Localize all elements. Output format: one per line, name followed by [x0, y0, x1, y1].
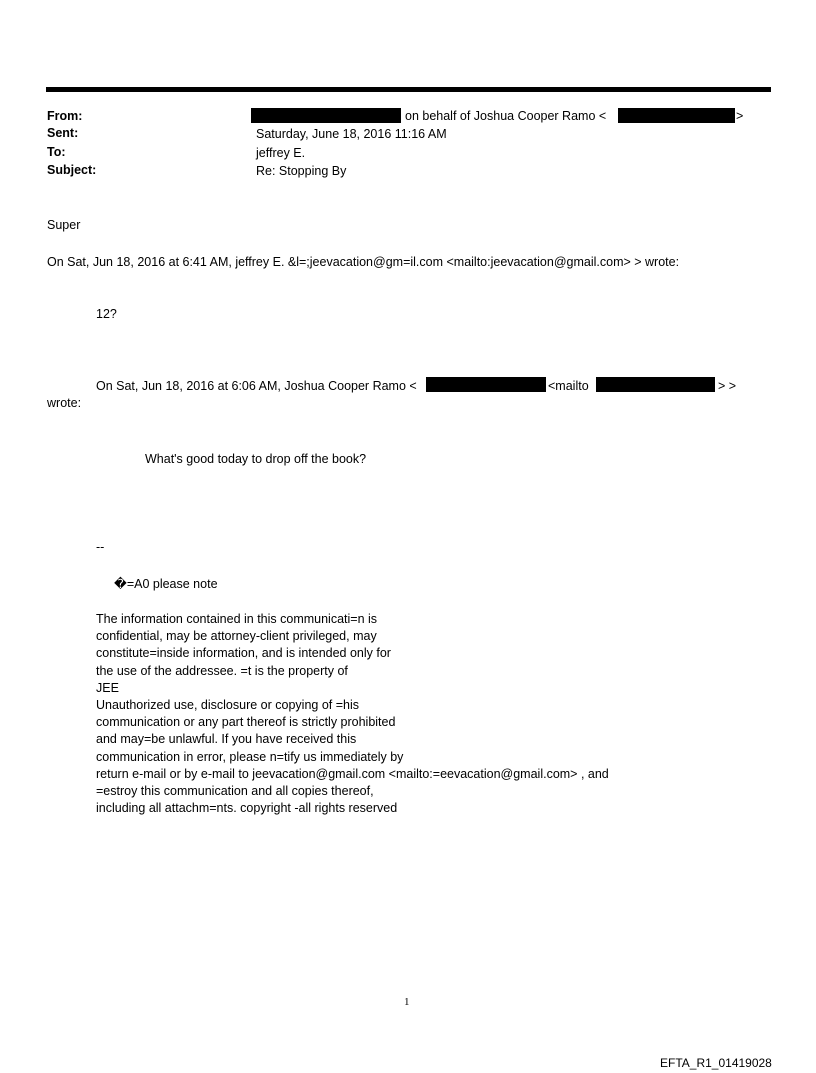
sent-label: Sent:	[47, 126, 79, 140]
from-value: on behalf of Joshua Cooper Ramo <	[405, 109, 607, 123]
disclaimer-line: The information contained in this communicati=n is	[96, 612, 378, 626]
header-rule	[46, 87, 771, 92]
redaction-bar	[618, 108, 735, 123]
disclaimer-line: including all attachm=nts. copyright -all rights reserved	[96, 801, 398, 816]
page-number: 1	[404, 996, 410, 1008]
note-line: �=A0 please note	[114, 577, 218, 591]
signature-dash: --	[96, 540, 105, 554]
disclaimer-line: Unauthorized use, disclosure or copying of =his	[96, 698, 359, 713]
quote2-text: What's good today to drop off the book?	[145, 452, 367, 466]
quote2-header-a: On Sat, Jun 18, 2016 at 6:06 AM, Joshua Cooper Ramo <	[96, 379, 417, 393]
redaction-bar	[596, 377, 715, 392]
disclaimer-line: return e-mail or by e-mail to jeevacation@gmail.com <mailto:=eevacation@gmail.com> , and	[96, 766, 609, 781]
quote1-text: 12?	[96, 307, 117, 321]
subject-label: Subject:	[47, 163, 97, 177]
quote1-header: On Sat, Jun 18, 2016 at 6:41 AM, jeffrey E. &l=;jeevacation@gm=il.com <mailto:jeevacation@gmail.com> > wrote:	[47, 255, 680, 269]
disclaimer-line: JEE	[96, 680, 119, 695]
disclaimer-line: communication or any part thereof is strictly prohibited	[96, 715, 396, 730]
document-id: EFTA_R1_01419028	[660, 1056, 772, 1070]
disclaimer-line: constitute=inside information, and is intended only for	[96, 646, 391, 661]
redaction-bar	[426, 377, 546, 392]
disclaimer-line: communication in error, please n=tify us immediately by	[96, 749, 404, 764]
disclaimer-line: the use of the addressee. =t is the property of	[96, 663, 348, 678]
disclaimer	[96, 611, 609, 817]
to-label: To:	[47, 145, 66, 159]
to-value: jeffrey E.	[256, 146, 306, 160]
quote2-header-c: > >	[718, 379, 737, 393]
reply-text: Super	[47, 218, 81, 232]
disclaimer-line: =estroy this communication and all copies thereof,	[96, 784, 374, 799]
disclaimer-line: confidential, may be attorney-client privileged, may	[96, 629, 377, 644]
from-label: From:	[47, 109, 83, 123]
quote2-wrote: wrote:	[47, 396, 82, 410]
sent-value: Saturday, June 18, 2016 11:16 AM	[256, 127, 447, 141]
redaction-bar	[251, 108, 401, 123]
quote2-header-b: <mailto	[548, 379, 589, 393]
subject-value: Re: Stopping By	[256, 164, 347, 178]
disclaimer-line: and may=be unlawful. If you have received this	[96, 732, 357, 747]
from-close: >	[736, 109, 744, 123]
